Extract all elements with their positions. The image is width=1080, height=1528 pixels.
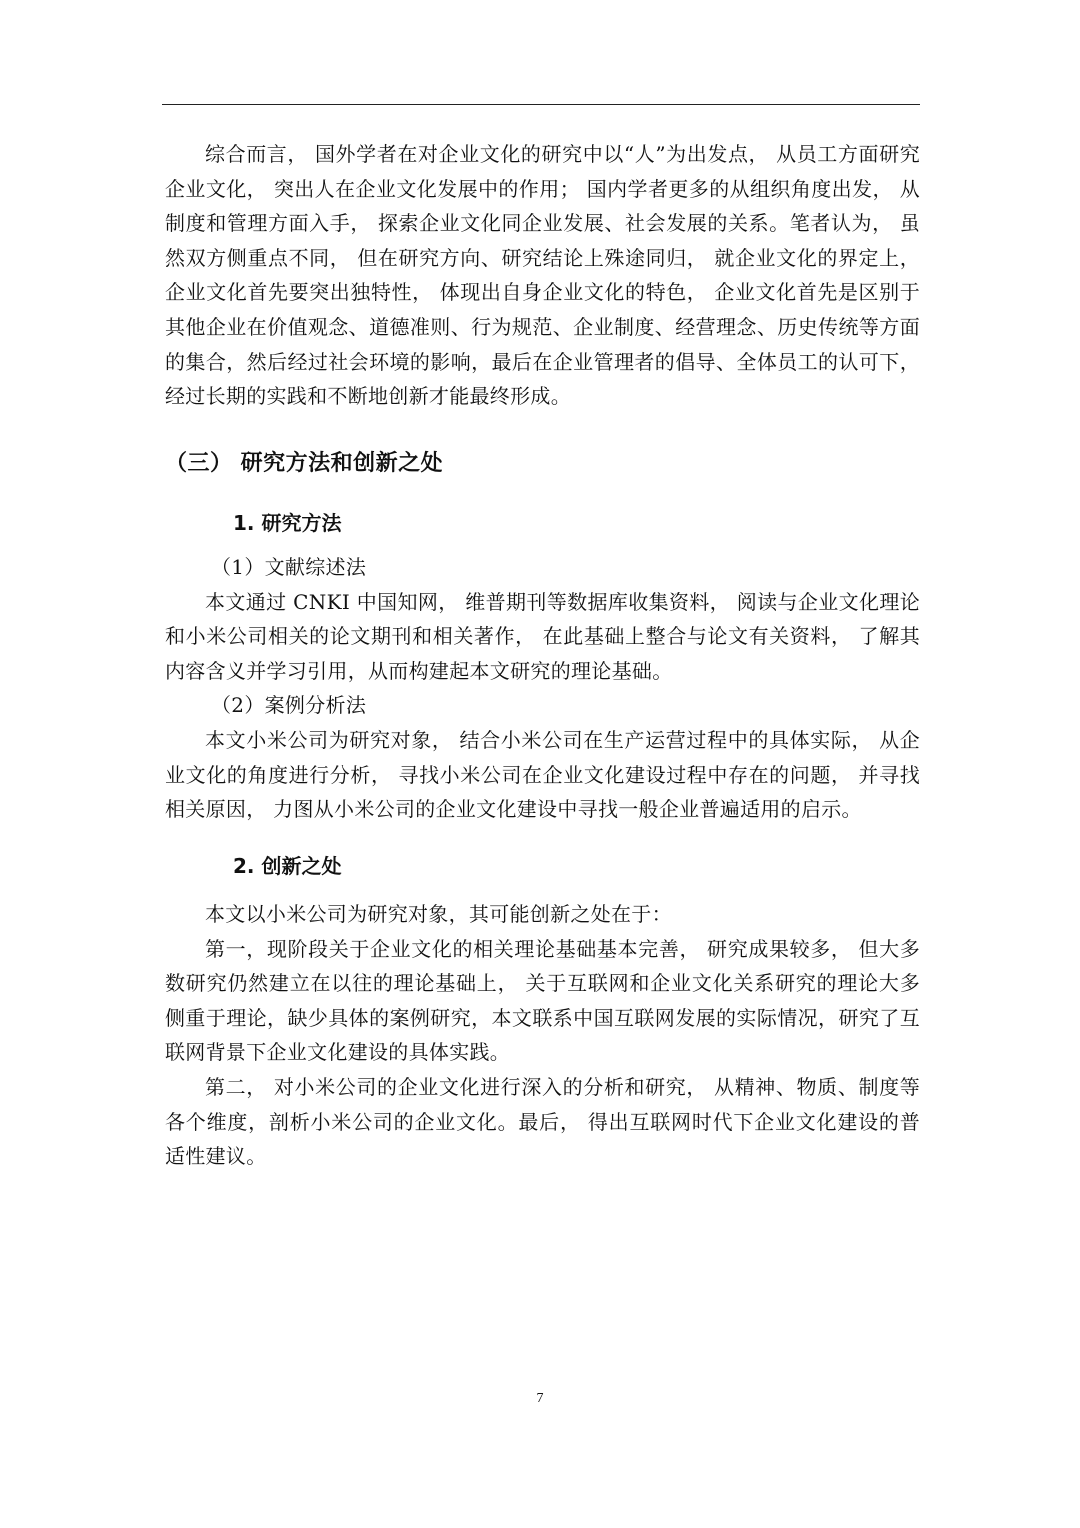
case-method-heading: （2）案例分析法 bbox=[211, 693, 367, 718]
methods-block bbox=[165, 506, 920, 827]
intro-paragraph: 综合而言， 国外学者在对企业文化的研究中以“人”为出发点， 从员工方面研究企业文化， 突出人在企业文化发展中的作用； 国内学者更多的从组织角度出发， 从制度和管理方面入手， 探索企业文化同企业发展、社会发展的关系。笔者认为， 虽然双方侧重点不同， 但在研究方向、研究结论上殊途同归， 就企业文化的界定上， 企业文化首先要突出独特性， 体现出自身企业文化的特色， 企业文化首先是区别于其他企业在价值观念、道德准则、行为规范、企业制度、经营理念、历史传统等方面的集合，然后经过社会环境的影响，最后在企业管理者的倡导、全体员工的认可下，经过长期的实践和不断地创新才能最终形成。 bbox=[165, 142, 920, 409]
innovation-first-paragraph: 第一，现阶段关于企业文化的相关理论基础基本完善， 研究成果较多， 但大多数研究仍然建立在以往的理论基础上， 关于互联网和企业文化关系研究的理论大多侧重于理论，缺少具体的案例研究，本文联系中国互联网发展的实际情况，研究了互联网背景下企业文化建设的具体实践。 bbox=[165, 936, 920, 1065]
page-number: 7 bbox=[536, 1391, 544, 1406]
literature-method-heading: （1）文献综述法 bbox=[211, 555, 367, 579]
case-method-paragraph: 本文小米公司为研究对象， 结合小米公司在生产运营过程中的具体实际， 从企业文化的角度进行分析， 寻找小米公司在企业文化建设过程中存在的问题， 并寻找相关原因， 力图从小米公司的企业文化建设中寻找一般企业普遍适用的启示。 bbox=[165, 727, 920, 822]
intro-block bbox=[165, 137, 920, 414]
innovation-block bbox=[165, 849, 920, 1174]
literature-method-paragraph: 本文通过 CNKI 中国知网， 维普期刊等数据库收集资料， 阅读与企业文化理论和小米公司相关的论文期刊和相关著作， 在此基础上整合与论文有关资料， 了解其内容含义并学习引用，从而构建起本文研究的理论基础。 bbox=[165, 589, 920, 683]
innovation-second-paragraph: 第二， 对小米公司的企业文化进行深入的分析和研究， 从精神、物质、制度等各个维度，剖析小米公司的企业文化。最后， 得出互联网时代下企业文化建设的普适性建议。 bbox=[165, 1074, 920, 1169]
innovation-intro-paragraph: 本文以小米公司为研究对象，其可能创新之处在于： bbox=[205, 902, 672, 926]
header-rule bbox=[162, 104, 920, 105]
section-title: （三） 研究方法和创新之处 bbox=[165, 451, 444, 476]
innovation-heading: 2. 创新之处 bbox=[233, 854, 342, 878]
methods-heading: 1. 研究方法 bbox=[233, 511, 342, 535]
